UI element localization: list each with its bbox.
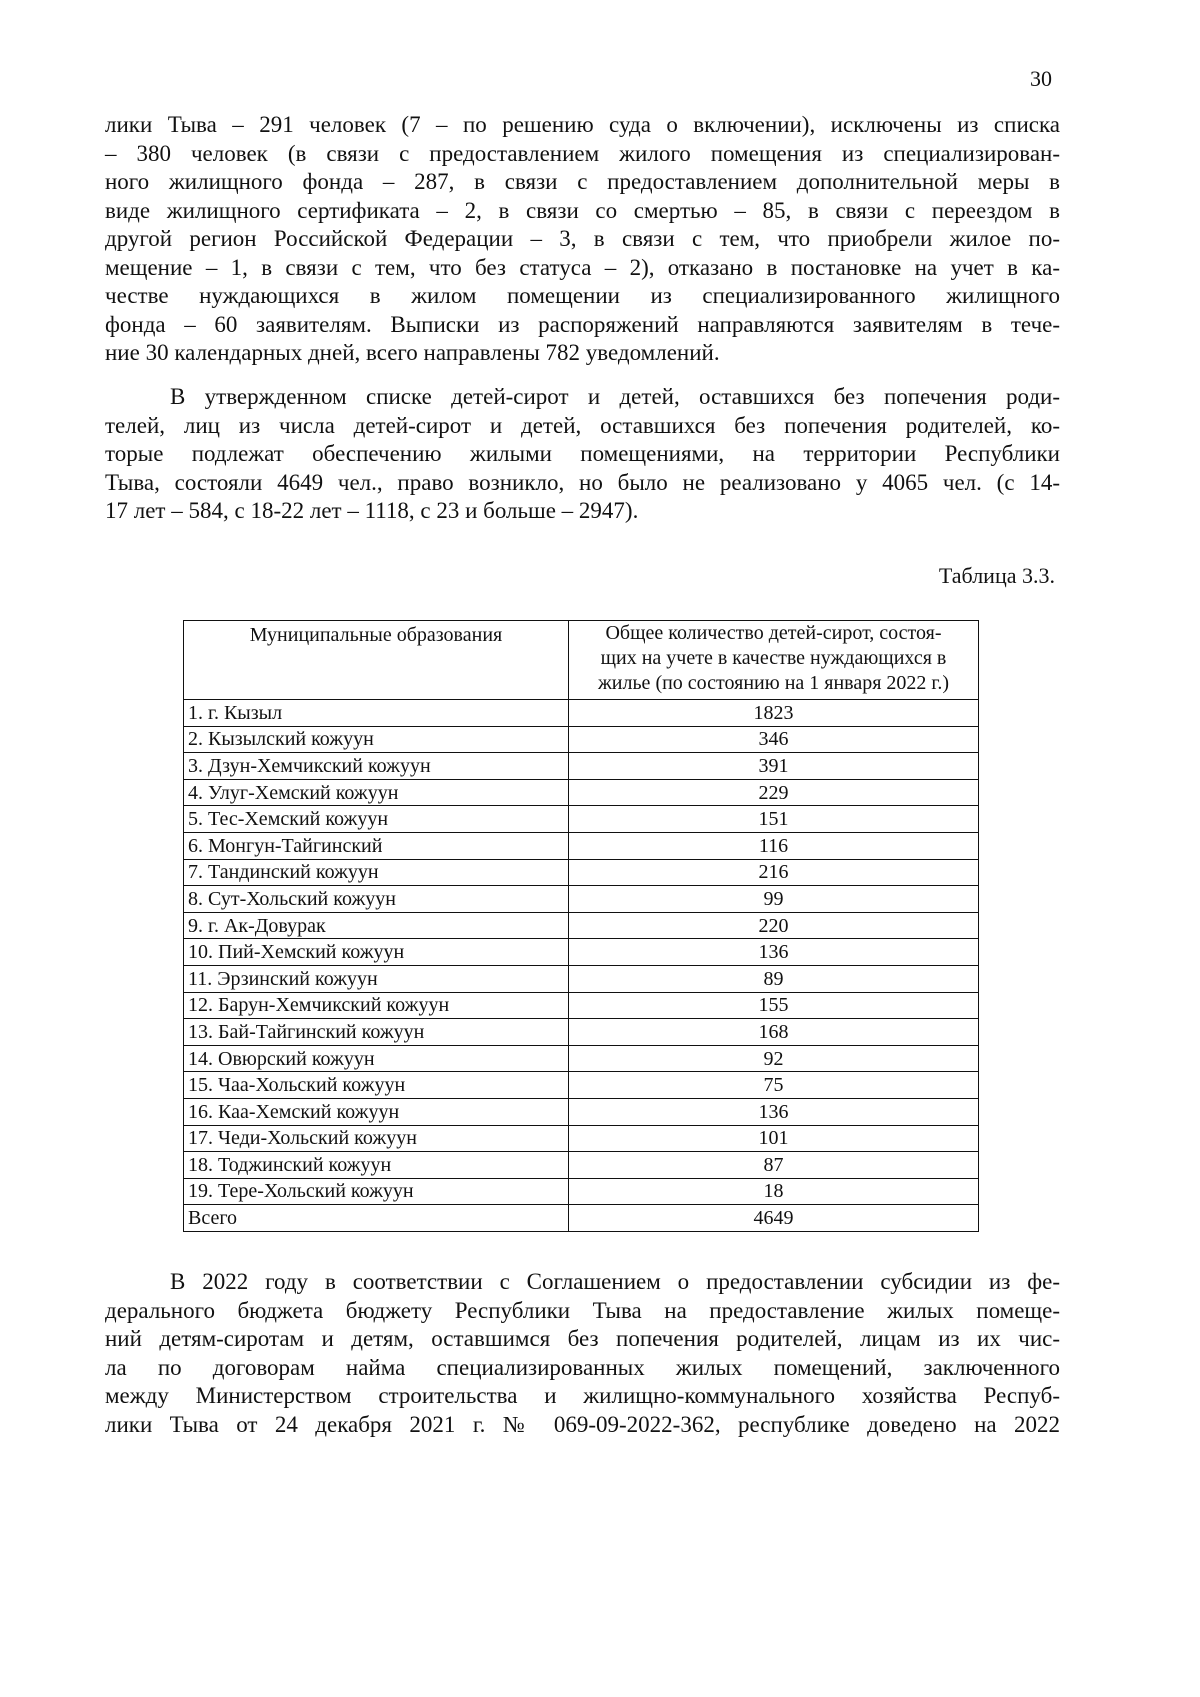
- table-row: [184, 1125, 979, 1152]
- municipality-cell: 5. Тес-Хемский кожуун: [184, 806, 569, 833]
- municipality-cell: 15. Чаа-Хольский кожуун: [184, 1072, 569, 1099]
- count-cell: 18: [569, 1178, 979, 1205]
- table-row: [184, 1045, 979, 1072]
- table-row: [184, 1152, 979, 1179]
- count-cell: 346: [569, 726, 979, 753]
- count-cell: 4649: [569, 1205, 979, 1232]
- municipality-cell: 6. Монгун-Тайгинский: [184, 832, 569, 859]
- text-line: фонда – 60 заявителям. Выписки из распоряжений направляются заявителям в тече-: [105, 311, 1060, 337]
- orphans-table: [183, 620, 979, 1232]
- text-line: мещение – 1, в связи с тем, что без статуса – 2), отказано в постановке на учет в ка-: [105, 254, 1060, 280]
- text-line: виде жилищного сертификата – 2, в связи со смертью – 85, в связи с переездом в: [105, 197, 1060, 223]
- municipality-cell: 7. Тандинский кожуун: [184, 859, 569, 886]
- municipality-cell: 3. Дзун-Хемчикский кожуун: [184, 753, 569, 780]
- table-row: [184, 1178, 979, 1205]
- count-cell: 168: [569, 1019, 979, 1046]
- table-row: [184, 1019, 979, 1046]
- table-row: [184, 1072, 979, 1099]
- count-cell: 216: [569, 859, 979, 886]
- count-cell: 101: [569, 1125, 979, 1152]
- table-caption: Таблица 3.3.: [938, 563, 1055, 588]
- table-row: [184, 859, 979, 886]
- municipality-cell: Всего: [184, 1205, 569, 1232]
- text-line: ла по договорам найма специализированных жилых помещений, заключенного: [105, 1354, 1060, 1380]
- text-line: лики Тыва от 24 декабря 2021 г. № 069-09-2022-362, республике доведено на 2022: [105, 1411, 1060, 1437]
- paragraph-1: [105, 111, 1060, 368]
- table-row: [184, 1098, 979, 1125]
- text-line: между Министерством строительства и жилищно-коммунального хозяйства Респуб-: [105, 1383, 1060, 1408]
- text-line: 17 лет – 584, с 18-22 лет – 1118, с 23 и больше – 2947).: [105, 498, 639, 523]
- table-row: [184, 832, 979, 859]
- text-line: телей, лиц из числа детей-сирот и детей, оставшихся без попечения родителей, ко-: [105, 412, 1060, 438]
- table-row: [184, 753, 979, 780]
- municipality-cell: 13. Бай-Тайгинский кожуун: [184, 1019, 569, 1046]
- municipality-cell: 4. Улуг-Хемский кожуун: [184, 779, 569, 806]
- count-cell: 89: [569, 965, 979, 992]
- text-line: ного жилищного фонда – 287, в связи с предоставлением дополнительной меры в: [105, 169, 1060, 194]
- paragraph-2: [105, 383, 1060, 526]
- text-line: дерального бюджета бюджету Республики Тыва на предоставление жилых помеще-: [105, 1297, 1060, 1323]
- page-number: 30: [1030, 66, 1052, 91]
- municipality-cell: 11. Эрзинский кожуун: [184, 965, 569, 992]
- count-cell: 99: [569, 886, 979, 913]
- count-cell: 155: [569, 992, 979, 1019]
- table-row: [184, 886, 979, 913]
- text-line: торые подлежат обеспечению жилыми помещениями, на территории Республики: [105, 441, 1060, 466]
- text-line: лики Тыва – 291 человек (7 – по решению суда о включении), исключены из списка: [105, 112, 1060, 137]
- count-cell: 220: [569, 912, 979, 939]
- paragraph-3: [105, 1268, 1060, 1439]
- table-row: [184, 939, 979, 966]
- count-cell: 87: [569, 1152, 979, 1179]
- municipality-cell: 9. г. Ак-Довурак: [184, 912, 569, 939]
- count-cell: 229: [569, 779, 979, 806]
- table-row: [184, 992, 979, 1019]
- table-row: [184, 726, 979, 753]
- text-line: В утвержденном списке детей-сирот и детей, оставшихся без попечения роди-: [170, 384, 1060, 409]
- count-cell: 92: [569, 1045, 979, 1072]
- municipality-cell: 8. Сут-Хольский кожуун: [184, 886, 569, 913]
- table-header-row: [184, 621, 979, 700]
- text-line: В 2022 году в соответствии с Соглашением о предоставлении субсидии из фе-: [170, 1269, 1060, 1294]
- text-line: ние 30 календарных дней, всего направлены 782 уведомлений.: [105, 340, 720, 365]
- table-row: [184, 806, 979, 833]
- municipality-cell: 16. Каа-Хемский кожуун: [184, 1098, 569, 1125]
- municipality-cell: 10. Пий-Хемский кожуун: [184, 939, 569, 966]
- municipality-cell: 19. Тере-Хольский кожуун: [184, 1178, 569, 1205]
- municipality-cell: 18. Тоджинский кожуун: [184, 1152, 569, 1179]
- count-cell: 136: [569, 939, 979, 966]
- table-row: [184, 965, 979, 992]
- count-cell: 1823: [569, 700, 979, 727]
- count-cell: 151: [569, 806, 979, 833]
- count-cell: 75: [569, 1072, 979, 1099]
- municipality-cell: 2. Кызылский кожуун: [184, 726, 569, 753]
- header-count-line: щих на учете в качестве нуждающихся в: [600, 647, 947, 669]
- table-row: [184, 700, 979, 727]
- municipality-cell: 12. Барун-Хемчикский кожуун: [184, 992, 569, 1019]
- count-cell: 116: [569, 832, 979, 859]
- text-line: другой регион Российской Федерации – 3, в связи с тем, что приобрели жилое по-: [105, 226, 1060, 251]
- table-row: [184, 779, 979, 806]
- table-row: [184, 912, 979, 939]
- text-line: ний детям-сиротам и детям, оставшимся без попечения родителей, лицам из их чис-: [105, 1326, 1060, 1351]
- municipality-cell: 14. Овюрский кожуун: [184, 1045, 569, 1072]
- count-cell: 136: [569, 1098, 979, 1125]
- text-line: честве нуждающихся в жилом помещении из специализированного жилищного: [105, 283, 1060, 308]
- text-line: Тыва, состояли 4649 чел., право возникло, но было не реализовано у 4065 чел. (с 14-: [105, 469, 1060, 495]
- municipality-cell: 1. г. Кызыл: [184, 700, 569, 727]
- count-cell: 391: [569, 753, 979, 780]
- municipality-cell: 17. Чеди-Хольский кожуун: [184, 1125, 569, 1152]
- header-municipality: Муниципальные образования: [184, 621, 569, 700]
- header-count-line: Общее количество детей-сирот, состоя-: [605, 622, 942, 644]
- header-count: [569, 621, 979, 700]
- header-count-line: жилье (по состоянию на 1 января 2022 г.): [597, 672, 950, 694]
- table-total-row: [184, 1205, 979, 1232]
- text-line: – 380 человек (в связи с предоставлением жилого помещения из специализирован-: [105, 140, 1060, 166]
